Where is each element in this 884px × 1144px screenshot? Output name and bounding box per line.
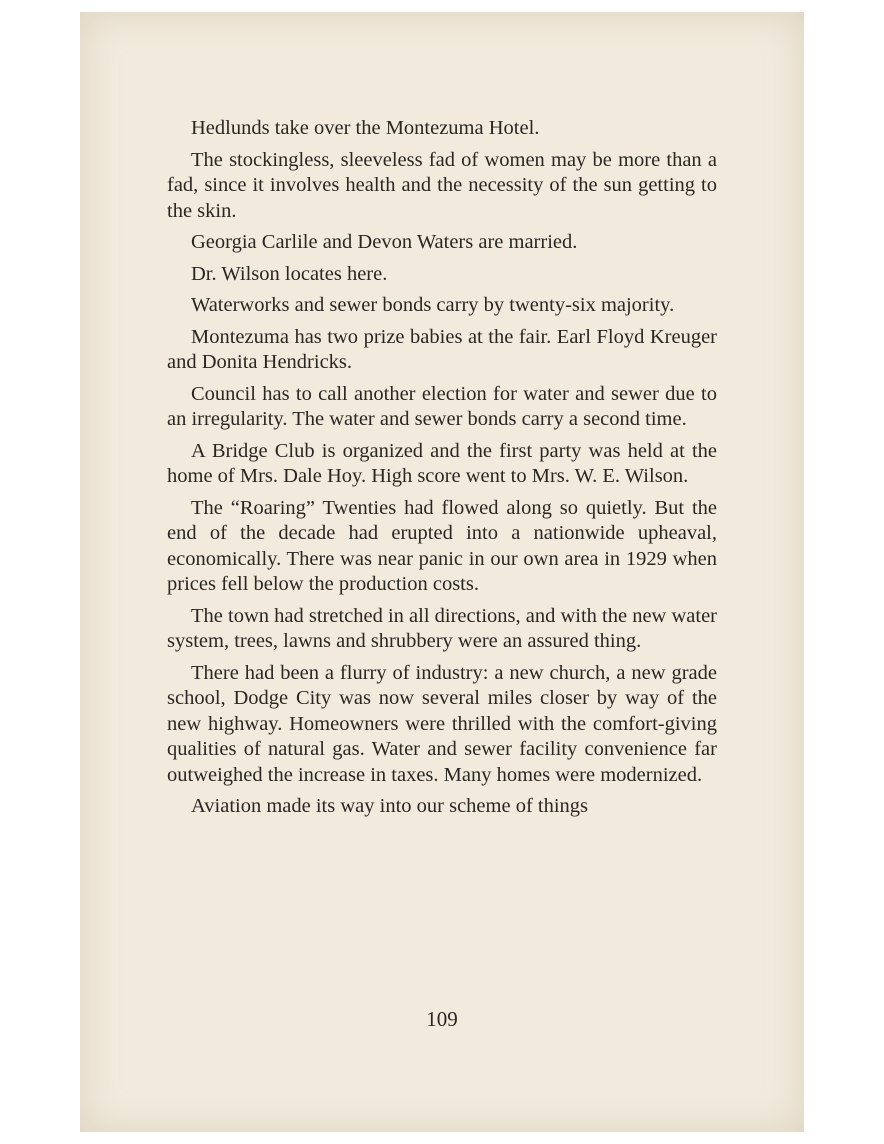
paragraph: The stockingless, sleeveless fad of women may be more than a fad, since it involves health and the necessity of the sun getting to the skin.: [167, 148, 717, 222]
paragraph: Waterworks and sewer bonds carry by twenty-six majority.: [191, 294, 675, 316]
paragraph: Montezuma has two prize babies at the fair. Earl Floyd Kreuger and Donita Hendricks.: [167, 325, 717, 373]
book-page: [80, 12, 804, 1132]
paragraph: There had been a flurry of industry: a new church, a new grade school, Dodge City was now several miles closer by way of the new highway. Homeowners were thrilled with the comfort-giving qualities of natural gas. Water and sewer facility convenience far outweighed the increase in taxes. Many homes were modernized.: [167, 661, 717, 786]
paragraph: A Bridge Club is organized and the first party was held at the home of Mrs. Dale Hoy. High score went to Mrs. W. E. Wilson.: [167, 439, 717, 487]
page-number: 109: [426, 1007, 458, 1031]
paragraph: The town had stretched in all directions, and with the new water system, trees, lawns and shrubbery were an assured thing.: [167, 604, 718, 652]
paragraph: Dr. Wilson locates here.: [191, 262, 388, 285]
paragraph: Aviation made its way into our scheme of things: [191, 795, 589, 817]
paragraph: Council has to call another election for water and sewer due to an irregularity. The water and sewer bonds carry a second time.: [167, 382, 717, 430]
paragraph: Hedlunds take over the Montezuma Hotel.: [191, 117, 540, 139]
paragraph: Georgia Carlile and Devon Waters are married.: [191, 231, 578, 253]
paragraph: The “Roaring” Twenties had flowed along so quietly. But the end of the decade had erupted into a nationwide upheaval, economically. There was near panic in our own area in 1929 when prices fell below the production costs.: [167, 496, 717, 595]
page-text: [167, 116, 717, 826]
